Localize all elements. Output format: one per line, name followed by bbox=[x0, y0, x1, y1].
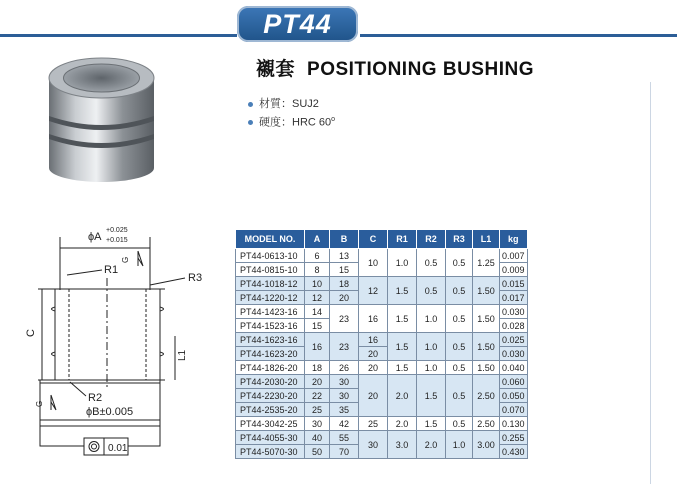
table-row: PT44-1423-16 14 23 16 1.5 1.0 0.5 1.50 0.030 bbox=[236, 305, 528, 319]
concentricity-tolerance: 0.01 bbox=[108, 443, 128, 454]
label-r1: R1 bbox=[104, 264, 119, 276]
table-row: PT44-0815-10 8 15 0.009 bbox=[236, 263, 528, 277]
technical-drawing bbox=[20, 218, 220, 480]
table-row: PT44-4055-30 40 55 30 3.0 2.0 1.0 3.00 0.255 bbox=[236, 431, 528, 445]
table-header-row bbox=[236, 230, 528, 249]
dim-g-top: G bbox=[121, 256, 130, 263]
spec-list bbox=[248, 96, 335, 131]
col-c: C bbox=[359, 230, 388, 249]
title-english: POSITIONING BUSHING bbox=[307, 59, 534, 80]
col-r3: R3 bbox=[446, 230, 473, 249]
table-row: PT44-3042-25 30 42 25 2.0 1.5 0.5 2.50 0.130 bbox=[236, 417, 528, 431]
bullet-icon bbox=[248, 120, 253, 125]
bushing-photo bbox=[40, 54, 165, 184]
label-r3: R3 bbox=[188, 272, 203, 284]
col-r2: R2 bbox=[417, 230, 446, 249]
table-row: PT44-0613-10 6 13 10 1.0 0.5 0.5 1.25 0.007 bbox=[236, 249, 528, 263]
table-row: PT44-1623-16 16 23 16 1.5 1.0 0.5 1.50 0.025 bbox=[236, 333, 528, 347]
spec-table bbox=[235, 229, 528, 459]
page-edge-rule bbox=[650, 82, 651, 484]
col-r1: R1 bbox=[388, 230, 417, 249]
bullet-icon bbox=[248, 102, 253, 107]
col-a: A bbox=[305, 230, 330, 249]
product-code-badge bbox=[237, 6, 358, 42]
table-row: PT44-1826-20 18 26 20 1.5 1.0 0.5 1.50 0.040 bbox=[236, 361, 528, 375]
dim-dia-b: ϕB±0.005 bbox=[86, 406, 134, 418]
col-b: B bbox=[330, 230, 359, 249]
table-row: PT44-1623-20 20 0.030 bbox=[236, 347, 528, 361]
spec-material: 材質：SUJ2 bbox=[248, 96, 335, 112]
dim-c: C bbox=[25, 329, 37, 337]
header-rule-right bbox=[360, 34, 677, 37]
dim-l1: L1 bbox=[177, 349, 188, 361]
table-row: PT44-1220-12 12 20 0.017 bbox=[236, 291, 528, 305]
dim-dia-a: ϕA bbox=[88, 231, 102, 243]
table-row: PT44-5070-30 50 70 0.430 bbox=[236, 445, 528, 459]
col-model: MODEL NO. bbox=[236, 230, 305, 249]
table-row: PT44-1523-16 15 0.028 bbox=[236, 319, 528, 333]
col-l1: L1 bbox=[473, 230, 500, 249]
dim-g-bottom: G bbox=[35, 400, 44, 407]
col-kg: kg bbox=[500, 230, 528, 249]
label-r2: R2 bbox=[88, 392, 103, 404]
header-rule-left bbox=[0, 34, 237, 37]
title-chinese: 襯套 bbox=[256, 59, 296, 80]
product-code: PT44 bbox=[263, 8, 332, 39]
page-title bbox=[256, 54, 534, 81]
spec-hardness: 硬度：HRC 60$^o$ bbox=[248, 112, 335, 131]
table-row: PT44-2030-20 20 30 20 2.0 1.5 0.5 2.50 0.060 bbox=[236, 375, 528, 389]
table-row: PT44-2535-20 25 35 0.070 bbox=[236, 403, 528, 417]
dim-tol-upper: +0.025 bbox=[106, 227, 128, 234]
table-row: PT44-1018-12 10 18 12 1.5 0.5 0.5 1.50 0.015 bbox=[236, 277, 528, 291]
table-row: PT44-2230-20 22 30 0.050 bbox=[236, 389, 528, 403]
dim-tol-lower: +0.015 bbox=[106, 237, 128, 244]
